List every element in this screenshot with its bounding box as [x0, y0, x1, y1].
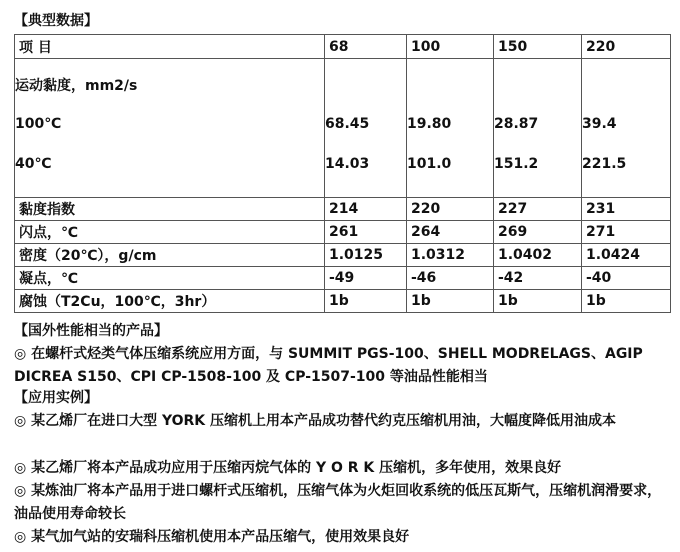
header-grade-220: 220	[582, 35, 671, 59]
viscosity-68-cell	[325, 59, 407, 198]
viscosity-100c-68: 68.45	[325, 116, 370, 132]
table-cell: 269	[494, 221, 582, 244]
viscosity-row	[15, 59, 671, 198]
application-case-3: ◎ 某炼油厂将本产品用于进口螺杆式压缩机，压缩气体为火炬回收系统的低压瓦斯气，压缩机润滑要求，油品使用寿命较长	[14, 483, 662, 522]
table-row	[15, 267, 671, 290]
table-cell: 1.0312	[407, 244, 494, 267]
table-cell: 1b	[407, 290, 494, 313]
application-case-4: ◎ 某气加气站的安瑞科压缩机使用本产品压缩气，使用效果良好	[14, 529, 410, 545]
table-row	[15, 221, 671, 244]
viscosity-100c-100: 19.80	[407, 116, 452, 132]
table-cell: 220	[407, 198, 494, 221]
row-label-viscosity-index: 黏度指数	[15, 198, 325, 221]
table-cell: 231	[582, 198, 671, 221]
row-label-pour-point: 凝点，℃	[15, 267, 325, 290]
table-cell: 214	[325, 198, 407, 221]
table-cell: 1.0424	[582, 244, 671, 267]
row-label-corrosion: 腐蚀（T2Cu，100℃，3hr）	[15, 290, 325, 313]
typical-data-table	[14, 34, 671, 313]
table-cell: 264	[407, 221, 494, 244]
section-heading-equivalent-products: 【国外性能相当的产品】	[14, 323, 168, 339]
row-label-flash-point: 闪点，℃	[15, 221, 325, 244]
viscosity-title: 运动黏度，mm2/s	[15, 78, 138, 94]
table-cell: 227	[494, 198, 582, 221]
viscosity-100c-label: 100℃	[15, 116, 62, 132]
table-cell: 271	[582, 221, 671, 244]
viscosity-220-cell	[582, 59, 671, 198]
table-cell: 1b	[325, 290, 407, 313]
section-heading-typical-data: 【典型数据】	[14, 13, 98, 29]
table-cell: 1b	[494, 290, 582, 313]
viscosity-40c-150: 151.2	[494, 156, 539, 172]
table-cell: -42	[494, 267, 582, 290]
table-cell: 1b	[582, 290, 671, 313]
table-cell: -46	[407, 267, 494, 290]
table-cell: 1.0402	[494, 244, 582, 267]
row-label-density: 密度（20℃），g/cm	[15, 244, 325, 267]
table-header-row	[15, 35, 671, 59]
equivalent-products-text: ◎ 在螺杆式烃类气体压缩系统应用方面，与 SUMMIT PGS-100、SHELL MODRELAGS、AGIP DICREA S150、CPI CP-1508-100 及 CP-1507-100 等油品性能相当	[14, 346, 643, 385]
table-cell: 261	[325, 221, 407, 244]
viscosity-label-cell	[15, 59, 325, 198]
table-cell: -40	[582, 267, 671, 290]
viscosity-100c-220: 39.4	[582, 116, 617, 132]
header-grade-68: 68	[325, 35, 407, 59]
table-row	[15, 244, 671, 267]
table-cell: -49	[325, 267, 407, 290]
viscosity-100-cell	[407, 59, 494, 198]
header-item: 项 目	[15, 35, 325, 59]
viscosity-40c-68: 14.03	[325, 156, 370, 172]
table-row	[15, 290, 671, 313]
table-cell: 1.0125	[325, 244, 407, 267]
header-grade-100: 100	[407, 35, 494, 59]
application-case-1: ◎ 某乙烯厂在进口大型 YORK 压缩机上用本产品成功替代约克压缩机用油，大幅度降低用油成本	[14, 413, 617, 429]
header-grade-150: 150	[494, 35, 582, 59]
viscosity-150-cell	[494, 59, 582, 198]
section-heading-applications: 【应用实例】	[14, 390, 98, 406]
viscosity-40c-label: 40℃	[15, 156, 52, 172]
viscosity-40c-220: 221.5	[582, 156, 627, 172]
viscosity-100c-150: 28.87	[494, 116, 539, 132]
table-row	[15, 198, 671, 221]
application-case-2: ◎ 某乙烯厂将本产品成功应用于压缩丙烷气体的 Y O R K 压缩机，多年使用，效果良好	[14, 460, 562, 476]
viscosity-40c-100: 101.0	[407, 156, 452, 172]
